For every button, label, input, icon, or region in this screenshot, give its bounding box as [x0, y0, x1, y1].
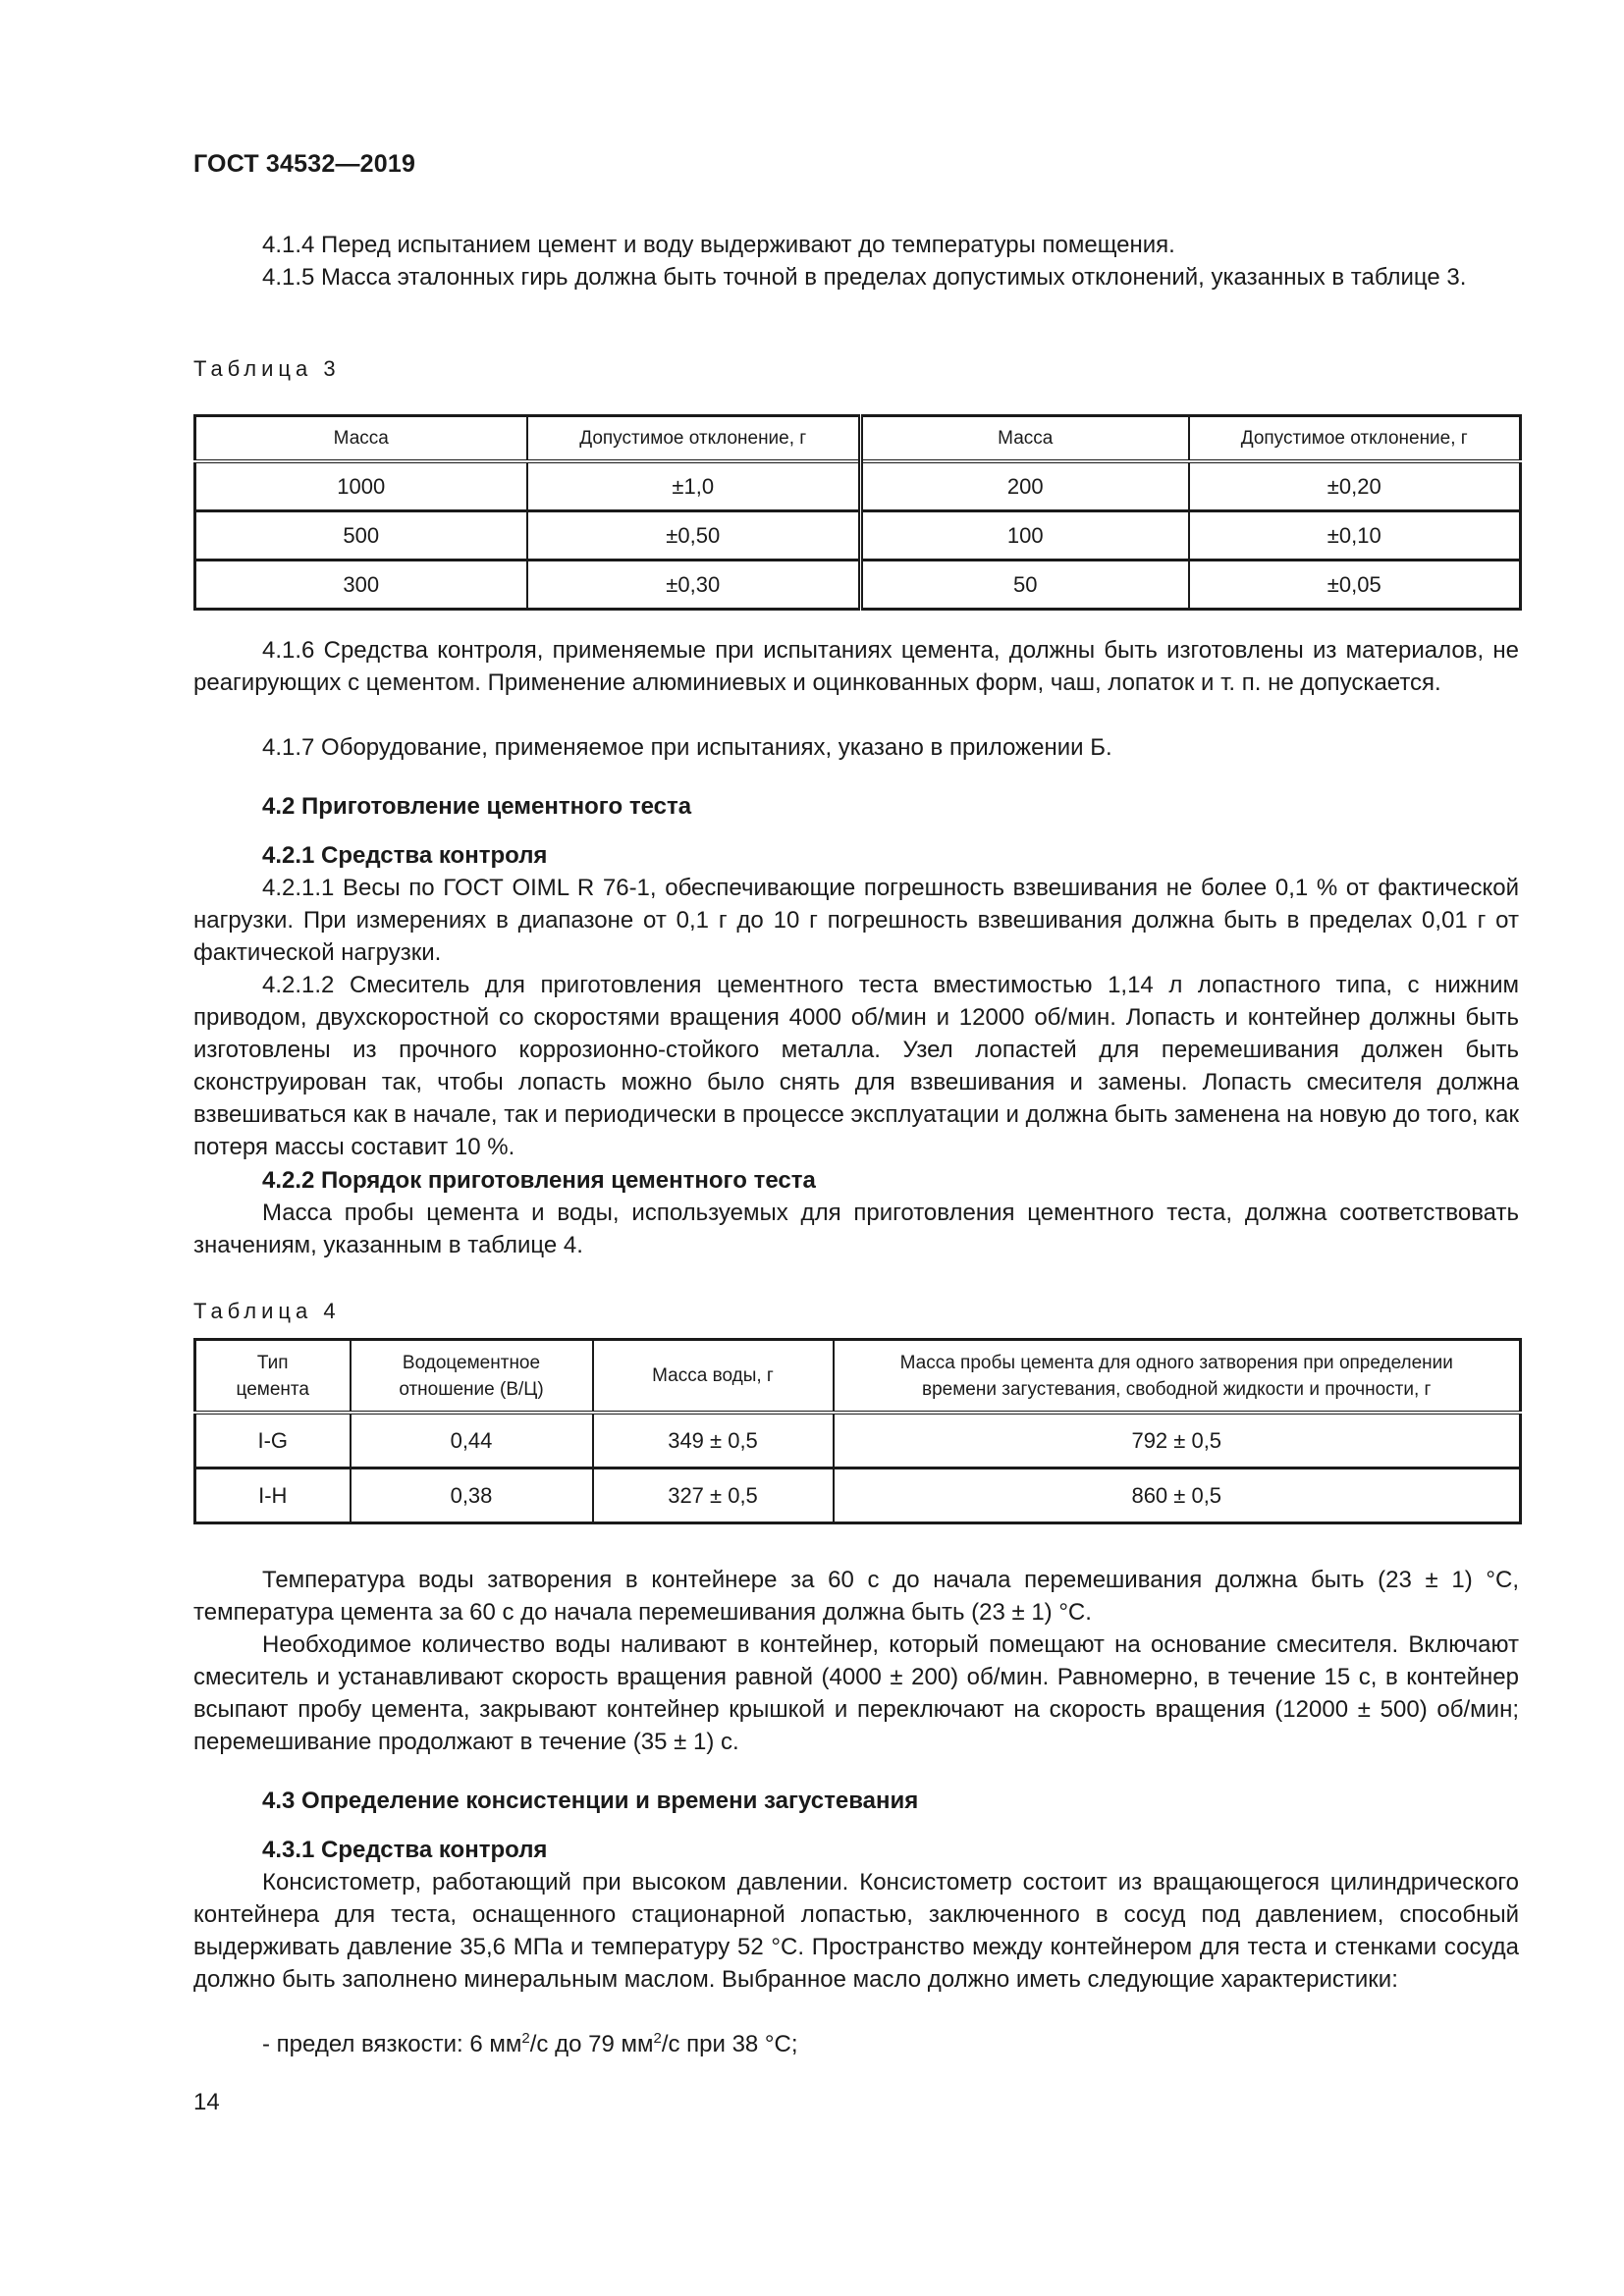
table-header-cell: [593, 1340, 834, 1414]
table-header-row: [195, 416, 1521, 462]
paragraph-temperature: Температура воды затворения в контейнере за 60 с до начала перемешивания должна быть (23 ± 1) °С, температура цемента за 60 с до начала перемешивания должна быть (23 ± 1) °С.: [193, 1567, 1519, 1626]
table-3-caption: Таблица 3: [193, 356, 341, 381]
table-cell: 100: [861, 511, 1189, 561]
heading-4-2: 4.2 Приготовление цементного теста: [262, 793, 692, 820]
superscript: 2: [653, 2030, 662, 2047]
paragraph-4-3-1: Консистометр, работающий при высоком давлении. Консистометр состоит из вращающегося цилиндрического контейнера для теста, оснащенного стационарной лопастью, заключенного в сосуд под давлением, способный выдерживать давление 35,6 МПа и температуру 52 °С. Пространство между контейнером для теста и стенками сосуда должно быть заполнено минеральным маслом. Выбранное масло должно иметь следующие характеристики:: [193, 1869, 1519, 1993]
heading-4-2-1: 4.2.1 Средства контроля: [262, 842, 548, 869]
table-cell: 200: [861, 461, 1189, 511]
paragraph-4-1-4: 4.1.4 Перед испытанием цемент и воду выдерживают до температуры помещения.: [262, 232, 1175, 258]
table-cell: 1000: [195, 461, 527, 511]
table-cell: 500: [195, 511, 527, 561]
table-header-row: [195, 1340, 1521, 1414]
table-cell: 792 ± 0,5: [834, 1413, 1521, 1468]
table-cell: ±0,10: [1189, 511, 1521, 561]
superscript: 2: [521, 2030, 530, 2047]
paragraph-4-1-7: 4.1.7 Оборудование, применяемое при испытаниях, указано в приложении Б.: [262, 734, 1112, 761]
table-cell: 50: [861, 561, 1189, 610]
table-header-cell: [351, 1340, 593, 1414]
header-line: Масса воды, г: [652, 1365, 774, 1386]
table-header-cell: [834, 1340, 1521, 1414]
table-4-caption: Таблица 4: [193, 1299, 341, 1323]
heading-4-3: 4.3 Определение консистенции и времени загустевания: [262, 1788, 919, 1814]
header-line: времени загустевания, свободной жидкости и прочности, г: [922, 1378, 1432, 1400]
paragraph-4-1-5: 4.1.5 Масса эталонных гирь должна быть точной в пределах допустимых отклонений, указанных в таблице 3.: [262, 264, 1467, 291]
table-header-cell: Масса: [195, 416, 527, 462]
viscosity-text: /с при 38 °С;: [661, 2031, 798, 2057]
standard-header: ГОСТ 34532—2019: [193, 150, 416, 178]
table-cell: 349 ± 0,5: [593, 1413, 834, 1468]
table-cell: 327 ± 0,5: [593, 1468, 834, 1523]
viscosity-text: - предел вязкости: 6 мм: [262, 2031, 522, 2057]
table-cell: ±0,30: [527, 561, 861, 610]
page-number: 14: [193, 2089, 220, 2115]
table-cell: 300: [195, 561, 527, 610]
table-cell: ±1,0: [527, 461, 861, 511]
paragraph-4-2-1-2: 4.2.1.2 Смеситель для приготовления цементного теста вместимостью 1,14 л лопастного типа, с нижним приводом, двухскоростной со скоростями вращения 4000 об/мин и 12000 об/мин. Лопасть и контейнер должны быть изготовлены из прочного коррозионно-стойкого металла. Узел лопастей для перемешивания должен быть сконструирован так, чтобы лопасть можно было снять для взвешивания и замены. Лопасть смесителя должна взвешиваться как в начале, так и периодически в процессе эксплуатации и должна быть заменена на новую до того, как потеря массы составит 10 %.: [193, 972, 1519, 1160]
table-cell: ±0,50: [527, 511, 861, 561]
header-line: цемента: [236, 1378, 309, 1400]
table-cell: 0,38: [351, 1468, 593, 1523]
header-line: Водоцементное: [402, 1352, 541, 1373]
header-line: отношение (В/Ц): [399, 1378, 544, 1400]
table-cell: I-G: [195, 1413, 351, 1468]
paragraph-4-2-1-1: 4.2.1.1 Весы по ГОСТ OIML R 76-1, обеспечивающие погрешность взвешивания не более 0,1 % от фактической нагрузки. При измерениях в диапазоне от 0,1 г до 10 г погрешность взвешивания должна быть в пределах 0,01 г от фактической нагрузки.: [193, 875, 1519, 966]
table-3: [193, 414, 1522, 611]
paragraph-4-2-2: Масса пробы цемента и воды, используемых для приготовления цементного теста, должна соответствовать значениям, указанным в таблице 4.: [193, 1200, 1519, 1258]
table-cell: ±0,05: [1189, 561, 1521, 610]
heading-4-2-2: 4.2.2 Порядок приготовления цементного теста: [262, 1167, 816, 1194]
viscosity-text: /с до 79 мм: [529, 2031, 654, 2057]
table-cell: 0,44: [351, 1413, 593, 1468]
table-row: [195, 511, 1521, 561]
table-header-cell: [195, 1340, 351, 1414]
paragraph-viscosity: [193, 2028, 1519, 2060]
table-row: [195, 561, 1521, 610]
header-line: Масса пробы цемента для одного затворения при определении: [899, 1352, 1453, 1373]
table-cell: ±0,20: [1189, 461, 1521, 511]
table-header-cell: Масса: [861, 416, 1189, 462]
table-header-cell: Допустимое отклонение, г: [1189, 416, 1521, 462]
table-header-cell: Допустимое отклонение, г: [527, 416, 861, 462]
header-line: Тип: [256, 1352, 289, 1373]
table-row: [195, 461, 1521, 511]
table-4: [193, 1338, 1522, 1524]
table-row: [195, 1413, 1521, 1468]
table-cell: 860 ± 0,5: [834, 1468, 1521, 1523]
table-cell: I-H: [195, 1468, 351, 1523]
paragraph-water-procedure: Необходимое количество воды наливают в контейнер, который помещают на основание смесителя. Включают смеситель и устанавливают скорость вращения равной (4000 ± 200) об/мин. Равномерно, в течение 15 с, в контейнер всыпают пробу цемента, закрывают контейнер крышкой и переключают на скорость вращения (12000 ± 500) об/мин; перемешивание продолжают в течение (35 ± 1) с.: [193, 1631, 1519, 1755]
table-row: [195, 1468, 1521, 1523]
paragraph-4-1-6: 4.1.6 Средства контроля, применяемые при испытаниях цемента, должны быть изготовлены из материалов, не реагирующих с цементом. Применение алюминиевых и оцинкованных форм, чаш, лопаток и т. п. не допускается.: [193, 637, 1519, 696]
heading-4-3-1: 4.3.1 Средства контроля: [262, 1837, 548, 1863]
